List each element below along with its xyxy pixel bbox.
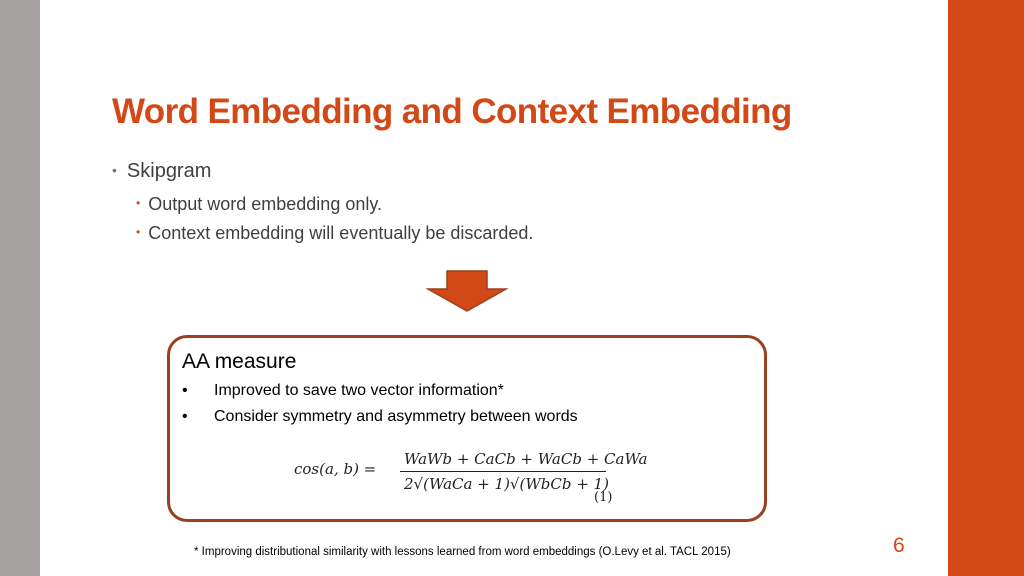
sub-bullet-text: Output word embedding only. [148,194,383,214]
equation-number: (1) [594,490,613,505]
aa-bullet-text: Improved to save two vector information* [214,382,504,399]
footnote: * Improving distributional similarity with lessons learned from word embeddings (O.Levy et al. TACL 2015) [194,546,731,558]
formula-numerator: WaWb + CaCb + WaCb + CaWa [404,450,648,468]
formula-lhs: cos(a, b) = [294,460,377,478]
aa-bullet-text: Consider symmetry and asymmetry between words [214,408,578,425]
bullet-text: Skipgram [126,160,212,182]
sub-bullet-context-embedding [136,223,533,244]
right-decorative-band [948,0,1024,576]
aa-bullet-symmetry [182,408,578,426]
bullet-marker: • [112,162,117,178]
bullet-skipgram [112,160,211,183]
sub-bullet-marker: • [136,225,141,239]
down-arrow-icon [426,270,508,312]
left-decorative-band [0,0,40,576]
sub-bullet-marker: • [136,196,141,210]
sub-bullet-output-word-embedding [136,194,382,215]
sub-bullet-text: Context embedding will eventually be discarded. [148,223,534,243]
aa-bullet-marker: • [182,382,188,399]
page-number: 6 [893,534,905,557]
formula-denominator: 2√(WaCa + 1)√(WbCb + 1) [404,475,609,493]
slide-title: Word Embedding and Context Embedding [112,92,792,131]
aa-bullet-marker: • [182,408,188,425]
formula-fraction-bar [400,471,606,472]
aa-measure-heading: AA measure [182,350,297,373]
cosine-formula [294,448,648,510]
aa-bullet-improved [182,382,504,400]
